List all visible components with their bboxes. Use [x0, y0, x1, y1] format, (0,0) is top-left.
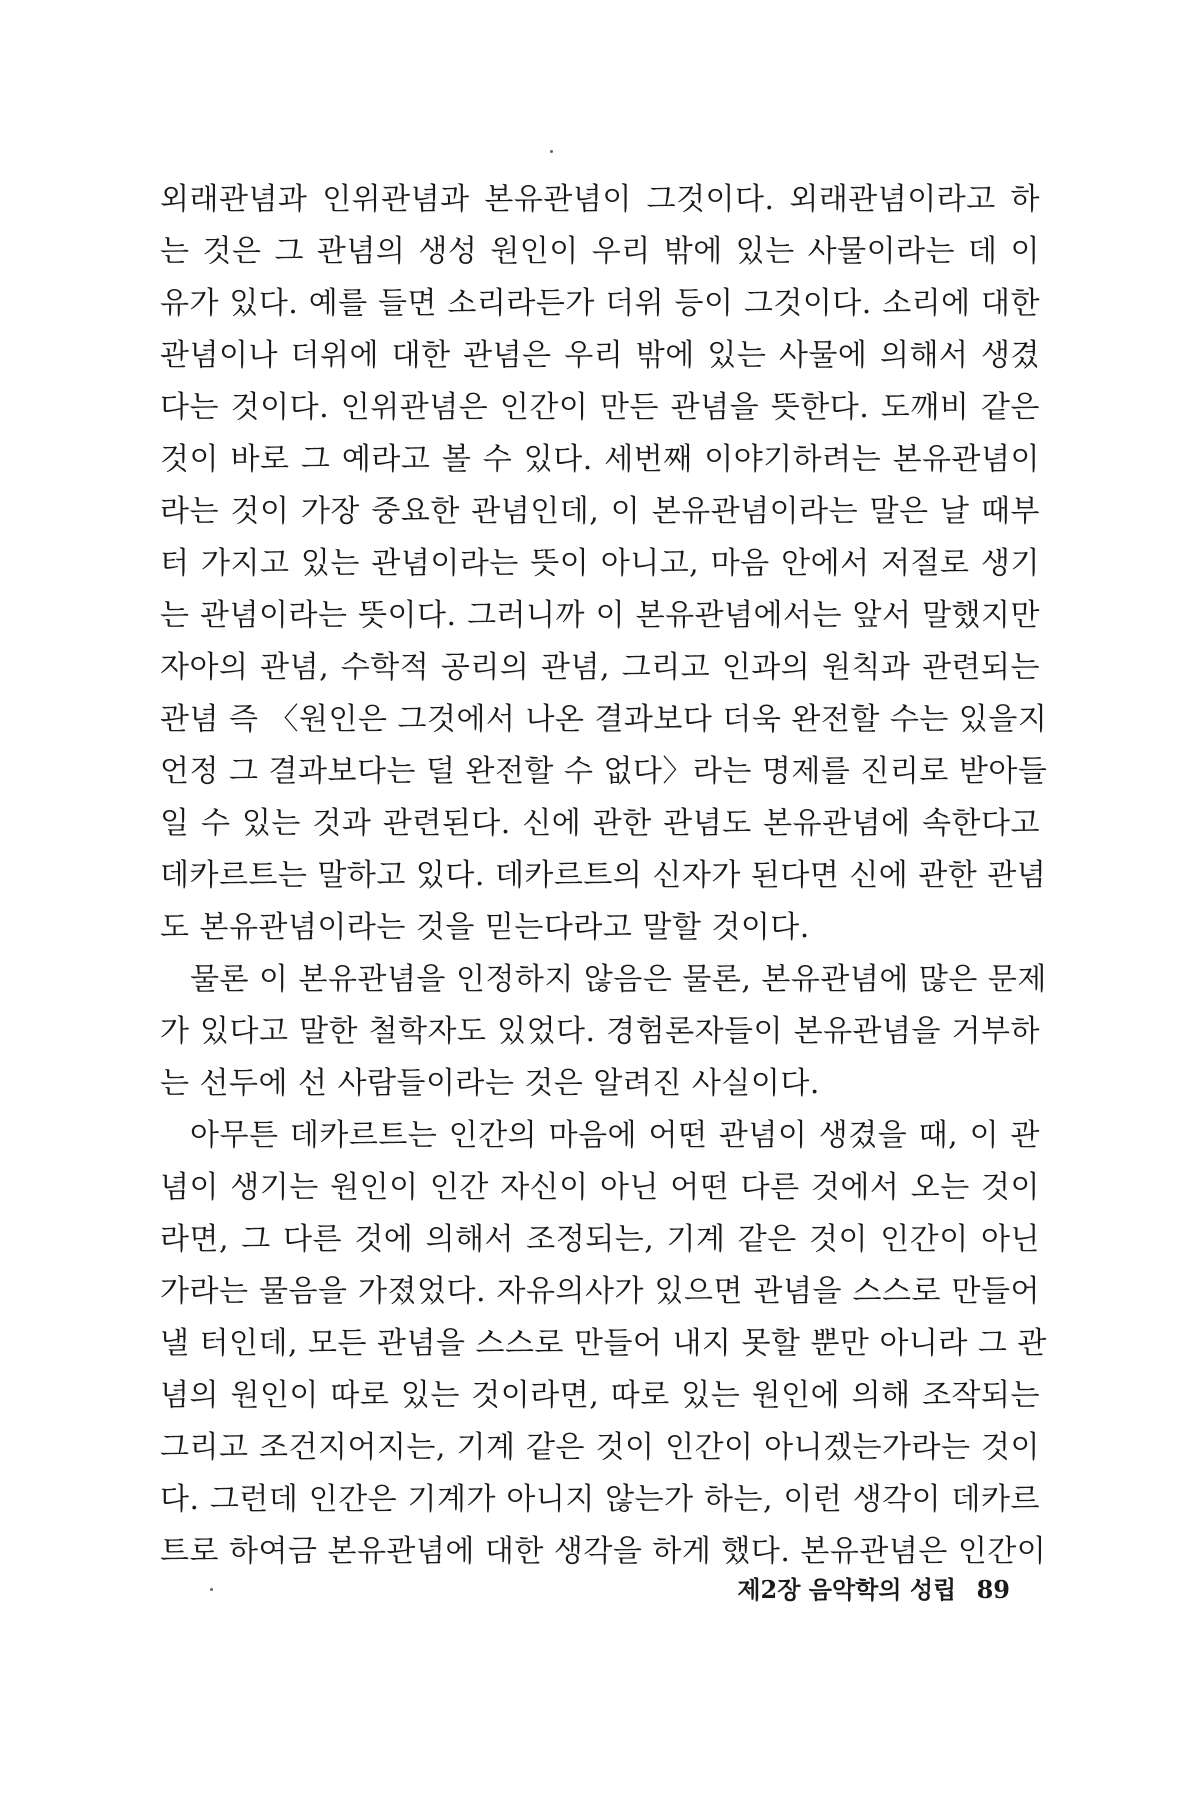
text-line: 는 것은 그 관념의 생성 원인이 우리 밖에 있는 사물이라는 데 이: [160, 234, 1040, 269]
text-line: 라는 것이 가장 중요한 관념인데, 이 본유관념이라는 말은 날 때부: [160, 494, 1040, 529]
running-footer: [737, 1570, 1010, 1605]
text-line: 언정 그 결과보다는 덜 완전할 수 없다〉라는 명제를 진리로 받아들: [160, 754, 1048, 789]
text-line: 가 있다고 말한 철학자도 있었다. 경험론자들이 본유관념을 거부하: [160, 1014, 1040, 1049]
text-line: 외래관념과 인위관념과 본유관념이 그것이다. 외래관념이라고 하: [160, 182, 1040, 217]
text-line: 라면, 그 다른 것에 의해서 조정되는, 기계 같은 것이 인간이 아닌: [160, 1222, 1040, 1257]
text-line: 는 관념이라는 뜻이다. 그러니까 이 본유관념에서는 앞서 말했지만: [160, 598, 1040, 633]
text-line: 물론 이 본유관념을 인정하지 않음은 물론, 본유관념에 많은 문제: [190, 962, 1047, 997]
text-line: 관념이나 더위에 대한 관념은 우리 밖에 있는 사물에 의해서 생겼: [160, 338, 1040, 373]
body-text: [160, 174, 1048, 1578]
text-line: 다는 것이다. 인위관념은 인간이 만든 관념을 뜻한다. 도깨비 같은: [160, 390, 1040, 425]
text-line: 관념 즉 〈원인은 그것에서 나온 결과보다 더욱 완전할 수는 있을지: [160, 702, 1048, 737]
text-line: 다. 그런데 인간은 기계가 아니지 않는가 하는, 이런 생각이 데카르: [160, 1482, 1040, 1517]
text-line: 념이 생기는 원인이 인간 자신이 아닌 어떤 다른 것에서 오는 것이: [160, 1170, 1040, 1205]
page-number: 89: [976, 1575, 1010, 1604]
chapter-title: 제2장 음악학의 성립: [737, 1575, 957, 1604]
text-line: 데카르트는 말하고 있다. 데카르트의 신자가 된다면 신에 관한 관념: [160, 858, 1047, 893]
paragraph-2: [160, 954, 1047, 1110]
text-line: 낼 터인데, 모든 관념을 스스로 만들어 내지 못할 뿐만 아니라 그 관: [160, 1326, 1047, 1361]
text-line: 도 본유관념이라는 것을 믿는다라고 말할 것이다.: [160, 910, 810, 945]
text-line: 일 수 있는 것과 관련된다. 신에 관한 관념도 본유관념에 속한다고: [160, 806, 1040, 841]
text-line: 트로 하여금 본유관념에 대한 생각을 하게 했다. 본유관념은 인간이: [160, 1534, 1047, 1569]
text-line: 는 선두에 선 사람들이라는 것은 알려진 사실이다.: [160, 1066, 820, 1101]
scan-speck: [550, 150, 553, 153]
scan-speck: [210, 1588, 213, 1591]
text-line: 념의 원인이 따로 있는 것이라면, 따로 있는 원인에 의해 조작되는: [160, 1378, 1040, 1413]
text-line: 가라는 물음을 가졌었다. 자유의사가 있으면 관념을 스스로 만들어: [160, 1274, 1040, 1309]
paragraph-1: [160, 174, 1048, 954]
text-line: 터 가지고 있는 관념이라는 뜻이 아니고, 마음 안에서 저절로 생기: [160, 546, 1040, 581]
text-line: 자아의 관념, 수학적 공리의 관념, 그리고 인과의 원칙과 관련되는: [160, 650, 1040, 685]
text-line: 것이 바로 그 예라고 볼 수 있다. 세번째 이야기하려는 본유관념이: [160, 442, 1040, 477]
text-line: 아무튼 데카르트는 인간의 마음에 어떤 관념이 생겼을 때, 이 관: [190, 1118, 1040, 1153]
text-line: 그리고 조건지어지는, 기계 같은 것이 인간이 아니겠는가라는 것이: [160, 1430, 1040, 1465]
paragraph-3: [160, 1110, 1047, 1578]
text-line: 유가 있다. 예를 들면 소리라든가 더위 등이 그것이다. 소리에 대한: [160, 286, 1040, 321]
